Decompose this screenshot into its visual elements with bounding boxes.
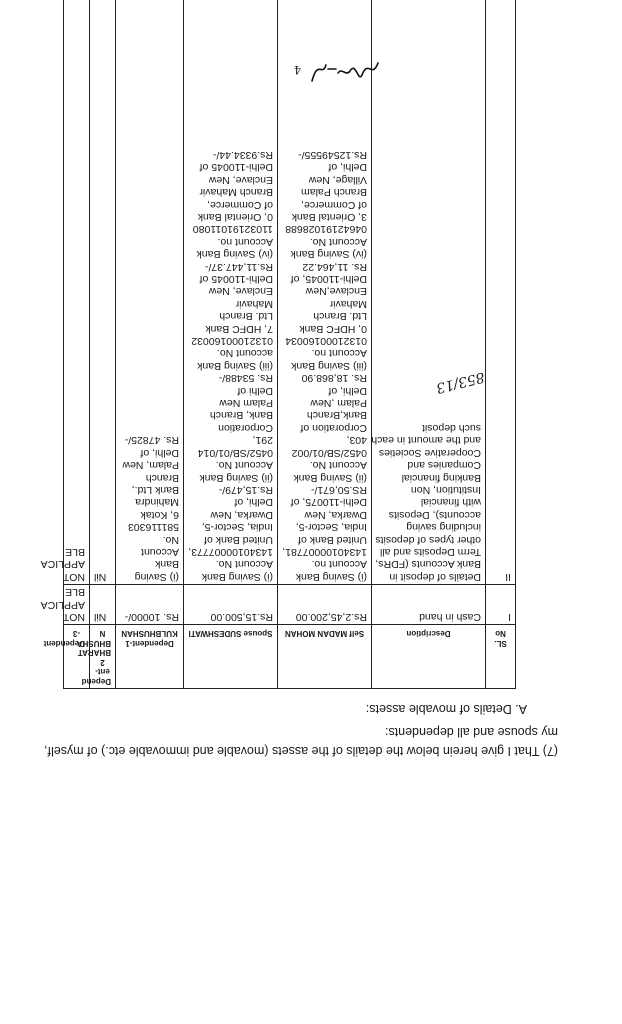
cell-text-line: and the amount in each <box>371 434 481 447</box>
cell-text-line: Account No. <box>309 459 367 472</box>
cell-text-line: 01321000160032 <box>191 335 273 348</box>
cell-text-line: Delhi of <box>237 384 273 397</box>
table-header-row <box>64 625 516 689</box>
cell-text-line: Rs. 53488/- <box>218 372 273 385</box>
cell-text-line: Delhi-110075, of <box>290 496 367 509</box>
header-spouse: Spouse SUDESHWATI <box>184 625 278 689</box>
cell-text-line: Bank Accounts (FDRs, <box>375 558 481 571</box>
cell-dependent-2: Nil <box>90 584 116 624</box>
cell-text-line: Enclave, New <box>208 285 273 298</box>
cell-text-line: Ltd. Branch <box>219 310 273 323</box>
cell-text-line: Ltd. Branch <box>313 310 367 323</box>
cell-text-line: account No. <box>216 347 273 360</box>
cell-text-line: Rs.11,447.37/- <box>204 260 273 273</box>
cell-text-line: RS.50,671/- <box>310 483 367 496</box>
cell-text-line: Rs. 18,868.90 <box>301 372 367 385</box>
cell-text-line: 7, HDFC Bank <box>205 322 273 335</box>
cell-text-line: United Bank of <box>204 533 273 546</box>
cell-text-line: 0452/SB/01/014 <box>197 446 273 459</box>
handwritten-margin-annotation: 853/13 <box>434 368 486 396</box>
header-dependent-3: Dependent -3 <box>64 625 90 689</box>
cell-text-line: Dwarka, New <box>304 508 367 521</box>
cell-text-line: India, Sector-5, <box>201 521 273 534</box>
cell-text-line: (i) Saving Bank <box>201 570 273 583</box>
cell-text-line: United Bank of <box>298 533 367 546</box>
movable-assets-table <box>40 0 516 689</box>
cell-text-line: 14340100007773, <box>188 545 273 558</box>
cell-text-line: including saving <box>406 521 481 534</box>
cell-text-line: Palam ,New <box>310 397 367 410</box>
cell-text-line: Delhi, of <box>328 384 367 397</box>
cell-text-line: of Commerce, <box>301 198 367 211</box>
cell-text-line: (iii) Saving Bank <box>291 359 367 372</box>
handwritten-signature <box>307 53 382 89</box>
cell-text-line: Branch <box>145 471 179 484</box>
cell-text-line: 01321000160034 <box>285 335 367 348</box>
cell-text-line: (i) Saving <box>134 570 179 583</box>
cell-text-line: Institution, Non <box>410 483 481 496</box>
cell-text-line: 6, Kotak <box>140 508 179 521</box>
cell-text-line: Delhi, of <box>234 496 273 509</box>
cell-text-line: Corporation of <box>300 421 367 434</box>
cell-spouse <box>184 0 278 584</box>
table-row-cash-in-hand <box>64 584 516 624</box>
cell-text-line: with financial <box>420 496 481 509</box>
cell-description <box>372 0 486 584</box>
cell-text-line: No. <box>162 533 179 546</box>
cell-text-line: 11032191011080 <box>192 223 273 236</box>
cell-text-line: Rs. 47825/- <box>124 434 179 447</box>
cell-text-line: Delhi-110045, of <box>290 273 367 286</box>
intro-paragraph: (7) That I give herein below the details of the assets (movable and immovable etc.) of myself, my spouse and all dependents: <box>44 725 558 758</box>
cell-text-line: Delhi-110045 of <box>199 273 273 286</box>
cell-text-line: Corporation <box>218 421 273 434</box>
cell-text-line: Rs. 11,464.22 <box>302 260 367 273</box>
cell-text-line: Bank,Branch <box>306 409 367 422</box>
cell-text-line: Mahavir <box>235 297 273 310</box>
header-dependent-1: Dependent-1 KULBHUSHAN <box>116 625 184 689</box>
cell-text-line: 581116303 <box>128 521 179 534</box>
cell-spouse: Rs.15,500.00 <box>184 584 278 624</box>
cell-sl: II <box>486 0 516 584</box>
cell-text-line: Account No. <box>309 235 367 248</box>
table-row-bank-deposits <box>64 0 516 584</box>
cell-text-line: Mahavir <box>329 297 367 310</box>
cell-text-line: Bank <box>155 558 179 571</box>
cell-sl: I <box>486 584 516 624</box>
cell-dependent-3: NOT APPLICA BLE <box>64 584 90 624</box>
cell-text-line: Palam New <box>219 397 273 410</box>
cell-text-line: (iii) Saving Bank <box>197 359 273 372</box>
cell-dependent-1 <box>116 0 184 584</box>
cell-text-line: Account no. <box>311 558 367 571</box>
header-self: Self MADAN MOHAN <box>278 625 372 689</box>
cell-text-line: 04642191028688 <box>285 223 367 236</box>
cell-text-line: Bank Ltd., <box>131 483 179 496</box>
cell-text-line: Cooperative Societies <box>378 446 481 459</box>
cell-text-line: Branch Mahavir <box>199 186 273 199</box>
cell-dependent-3: NOT APPLICA BLE <box>64 0 90 584</box>
cell-text-line: 0, HDFC Bank <box>299 322 367 335</box>
cell-text-line: Rs.9334.44/- <box>212 148 273 161</box>
page-number: 4 <box>294 63 301 76</box>
cell-text-line: 403, <box>346 434 367 447</box>
cell-text-line: Banking financial <box>401 471 481 484</box>
cell-text-line: such deposit <box>422 421 481 434</box>
cell-text-line: 0, Oriental Bank <box>197 211 273 223</box>
cell-text-line: India, Sector-5, <box>295 521 367 534</box>
cell-text-line: other types of deposits <box>375 533 481 546</box>
header-description: Description <box>372 625 486 689</box>
cell-text-line: of Commerce, <box>207 198 273 211</box>
cell-text-line: (iv) Saving Bank <box>196 248 273 261</box>
header-sl-no: SL. No <box>486 625 516 689</box>
cell-dependent-1: Rs. 10000/- <box>116 584 184 624</box>
cell-text-line: 0452/SB/01/002 <box>291 446 367 459</box>
cell-text-line: Mahindra <box>135 496 179 509</box>
cell-text-line: Account No. <box>215 558 273 571</box>
cell-text-line: Details of deposit in <box>389 570 481 583</box>
cell-text-line: 14340100007781, <box>282 545 367 558</box>
cell-text-line: Rs.12549555/- <box>298 148 367 161</box>
cell-text-line: (ii) Saving Bank <box>293 471 367 484</box>
cell-text-line: Account <box>141 545 179 558</box>
cell-text-line: Account no. <box>217 235 273 248</box>
cell-self: Rs.2,45,200.00 <box>278 584 372 624</box>
cell-text-line: Palam, New <box>122 459 179 472</box>
cell-text-line: Branch Palam <box>301 186 367 199</box>
header-dependent-2: Depend ent-2 BHARAT BHUSHA N <box>90 625 116 689</box>
cell-text-line: (iv) Saving Bank <box>290 248 367 261</box>
cell-dependent-2: Nil <box>90 0 116 584</box>
cell-text-line: Delhi-110045 of <box>199 161 273 174</box>
cell-text-line: Rs.15,479/- <box>218 483 273 496</box>
section-heading: A. Details of movable assets: <box>365 702 527 716</box>
cell-description: Cash in hand <box>372 584 486 624</box>
cell-text-line: accounts), Deposits <box>388 508 481 521</box>
cell-text-line: Village, New <box>308 173 367 186</box>
cell-text-line: Dwarka, New <box>210 508 273 521</box>
cell-text-line: Term Deposits and all <box>380 545 481 558</box>
cell-text-line: Bank, Branch <box>209 409 273 422</box>
cell-text-line: Companies and <box>407 459 481 472</box>
cell-text-line: Account No. <box>215 459 273 472</box>
cell-text-line: Account no. <box>311 347 367 360</box>
cell-text-line: 3, Oriental Bank <box>291 211 367 223</box>
cell-text-line: Delhi, of <box>328 161 367 174</box>
cell-text-line: Enclave, New <box>208 173 273 186</box>
cell-text-line: 291, <box>252 434 273 447</box>
cell-text-line: Enclave,New <box>305 285 367 298</box>
cell-text-line: Delhi, of <box>140 446 179 459</box>
cell-text-line: (i) Saving Bank <box>295 570 367 583</box>
cell-text-line: (ii) Saving Bank <box>199 471 273 484</box>
